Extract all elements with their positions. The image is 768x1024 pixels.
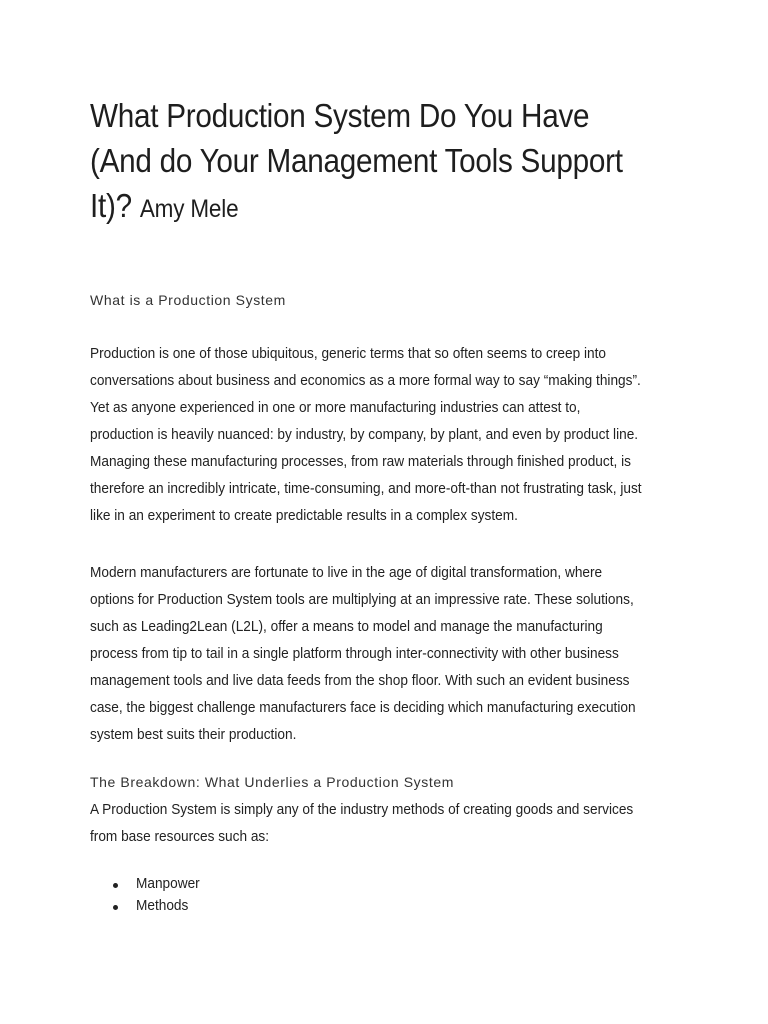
- section-heading-what-is: What is a Production System: [90, 292, 286, 308]
- paragraph-line: therefore an incredibly intricate, time-consuming, and more-oft-than not frustrating task, just: [90, 480, 642, 497]
- paragraph-production-system-definition: [90, 796, 682, 850]
- paragraph-line: process from tip to tail in a single platform through inter-connectivity with other business: [90, 645, 619, 662]
- paragraph-line: such as Leading2Lean (L2L), offer a means to model and manage the manufacturing: [90, 618, 603, 635]
- list-item: [90, 895, 206, 917]
- paragraph-line: from base resources such as:: [90, 828, 270, 845]
- paragraph-line: production is heavily nuanced: by industry, by company, by plant, and even by product line.: [90, 426, 639, 443]
- author-name: Amy Mele: [139, 195, 239, 223]
- document-title: [90, 93, 630, 232]
- resource-bullet-list: [90, 873, 206, 917]
- list-item: [90, 873, 206, 895]
- paragraph-line: Yet as anyone experienced in one or more manufacturing industries can attest to,: [90, 399, 581, 416]
- paragraph-line: management tools and live data feeds from the shop floor. With such an evident business: [90, 672, 630, 689]
- title-line-1: What Production System Do You Have: [90, 97, 590, 134]
- paragraph-line: Modern manufacturers are fortunate to live in the age of digital transformation, where: [90, 564, 603, 581]
- paragraph-line: conversations about business and economics as a more formal way to say “making things”.: [90, 372, 641, 389]
- bullet-icon: [113, 905, 118, 910]
- paragraph-line: options for Production System tools are multiplying at an impressive rate. These solutions,: [90, 591, 634, 608]
- list-item-label: Methods: [136, 897, 189, 914]
- paragraph-line: A Production System is simply any of the industry methods of creating goods and services: [90, 801, 634, 818]
- paragraph-line: system best suits their production.: [90, 726, 297, 743]
- paragraph-line: case, the biggest challenge manufacturers face is deciding which manufacturing execution: [90, 699, 636, 716]
- paragraph-modern-manufacturers: [90, 559, 682, 748]
- paragraph-line: Managing these manufacturing processes, from raw materials through finished product, is: [90, 453, 631, 470]
- paragraph-line: like in an experiment to create predictable results in a complex system.: [90, 507, 518, 524]
- section-heading-breakdown: The Breakdown: What Underlies a Production System: [90, 774, 454, 790]
- title-line-2: (And do Your Management Tools Support: [90, 142, 623, 179]
- paragraph-line: Production is one of those ubiquitous, generic terms that so often seems to creep into: [90, 345, 606, 362]
- paragraph-production-intro: [90, 340, 682, 529]
- list-item-label: Manpower: [136, 875, 200, 892]
- title-line-3: It)?: [90, 187, 132, 224]
- bullet-icon: [113, 883, 118, 888]
